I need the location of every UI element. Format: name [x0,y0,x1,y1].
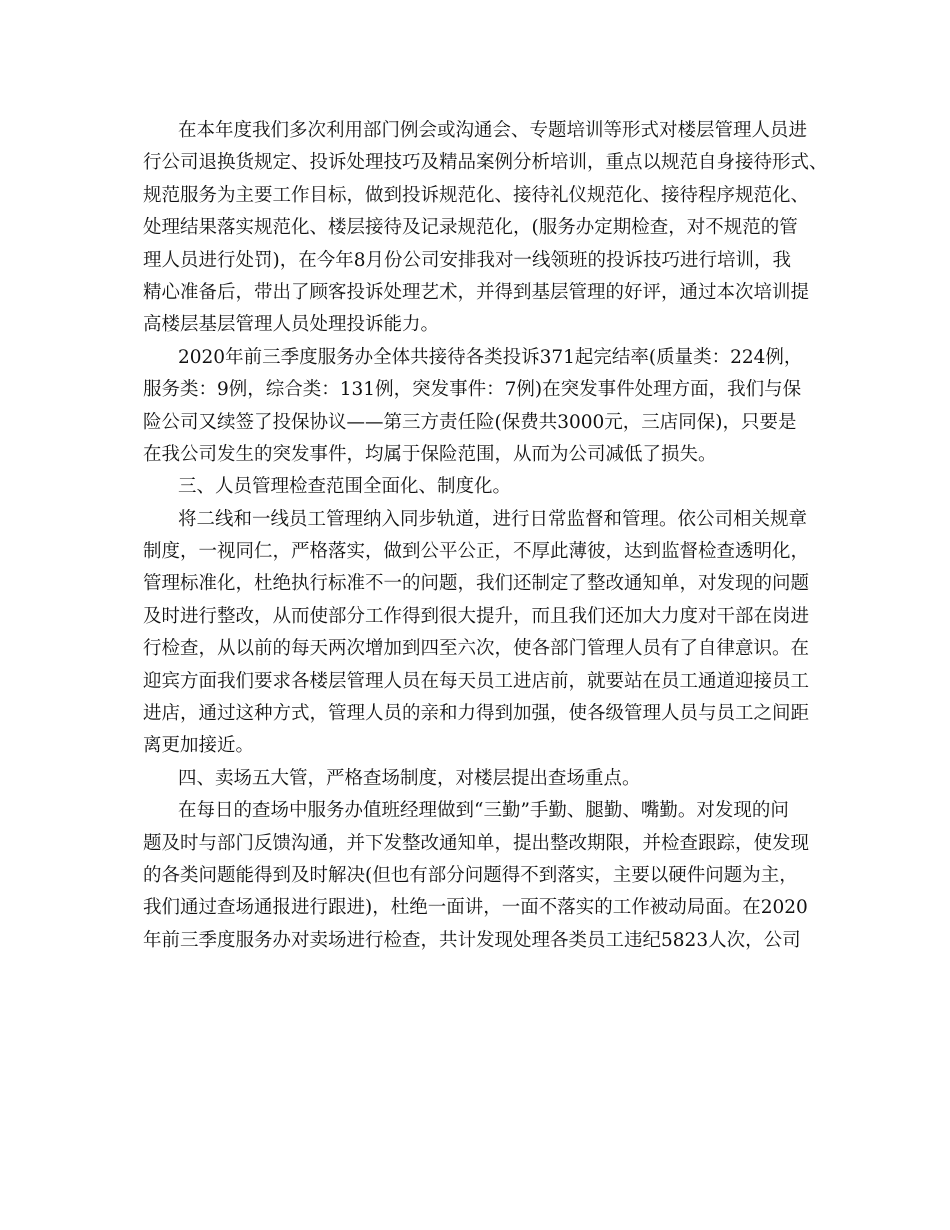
text-line: 处理结果落实规范化、楼层接待及记录规范化，(服务办定期检查，对不规范的管 [143,217,798,239]
text-line: 题及时与部门反馈沟通，并下发整改通知单，提出整改期限，并检查跟踪，使发现 [143,832,810,854]
text-line: 行检查，从以前的每天两次增加到四至六次，使各部门管理人员有了自律意识。在 [143,638,810,660]
section-heading: 四、卖场五大管，严格查场制度，对楼层提出查场重点。 [178,767,641,789]
section-heading: 三、人员管理检查范围全面化、制度化。 [178,476,512,498]
text-line: 将二线和一线员工管理纳入同步轨道，进行日常监督和管理。依公司相关规章 [178,508,808,530]
text-line: 制度，一视同仁，严格落实，做到公平公正，不厚此薄彼，达到监督检查透明化， [143,541,810,563]
text-line: 2020年前三季度服务办全体共接待各类投诉371起完结率(质量类：224例， [178,346,803,368]
text-line: 年前三季度服务办对卖场进行检查，共计发现处理各类员工违纪5823人次，公司 [143,929,801,951]
text-line: 在本年度我们多次利用部门例会或沟通会、专题培训等形式对楼层管理人员进 [178,120,808,141]
text-line: 管理标准化，杜绝执行标准不一的问题，我们还制定了整改通知单，对发现的问题 [143,573,810,595]
text-line: 高楼层基层管理人员处理投诉能力。 [143,314,440,336]
text-line: 进店，通过这种方式，管理人员的亲和力得到加强，使各级管理人员与员工之间距 [143,703,810,725]
text-line: 理人员进行处罚)，在今年8月份公司安排我对一线领班的投诉技巧进行培训，我 [143,249,791,271]
text-line: 险公司又续签了投保协议——第三方责任险(保费共3000元，三店同保)，只要是 [143,411,797,433]
text-line: 迎宾方面我们要求各楼层管理人员在每天员工进店前，就要站在员工通道迎接员工 [143,670,810,692]
text-line: 行公司退换货规定、投诉处理技巧及精品案例分析培训，重点以规范自身接待形式、 [143,152,828,174]
text-line: 服务类：9例，综合类：131例，突发事件：7例)在突发事件处理方面，我们与保 [143,379,802,401]
text-line: 我们通过查场通报进行跟进)，杜绝一面讲，一面不落实的工作被动局面。在2020 [143,897,808,919]
text-line: 的各类问题能得到及时解决(但也有部分问题得不到落实，主要以硬件问题为主， [143,864,798,886]
text-line: 及时进行整改，从而使部分工作得到很大提升，而且我们还加大力度对干部在岗进 [143,605,810,627]
text-line: 离更加接近。 [143,735,255,757]
text-line: 精心准备后，带出了顾客投诉处理艺术，并得到基层管理的好评，通过本次培训提 [143,281,810,303]
text-line: 规范服务为主要工作目标，做到投诉规范化、接待礼仪规范化、接待程序规范化、 [143,184,810,206]
document-body [143,115,833,957]
text-line: 在我公司发生的突发事件，均属于保险范围，从而为公司减低了损失。 [143,443,717,465]
text-line: 在每日的查场中服务办值班经理做到“三勤”手勤、腿勤、嘴勤。对发现的问 [178,800,789,822]
